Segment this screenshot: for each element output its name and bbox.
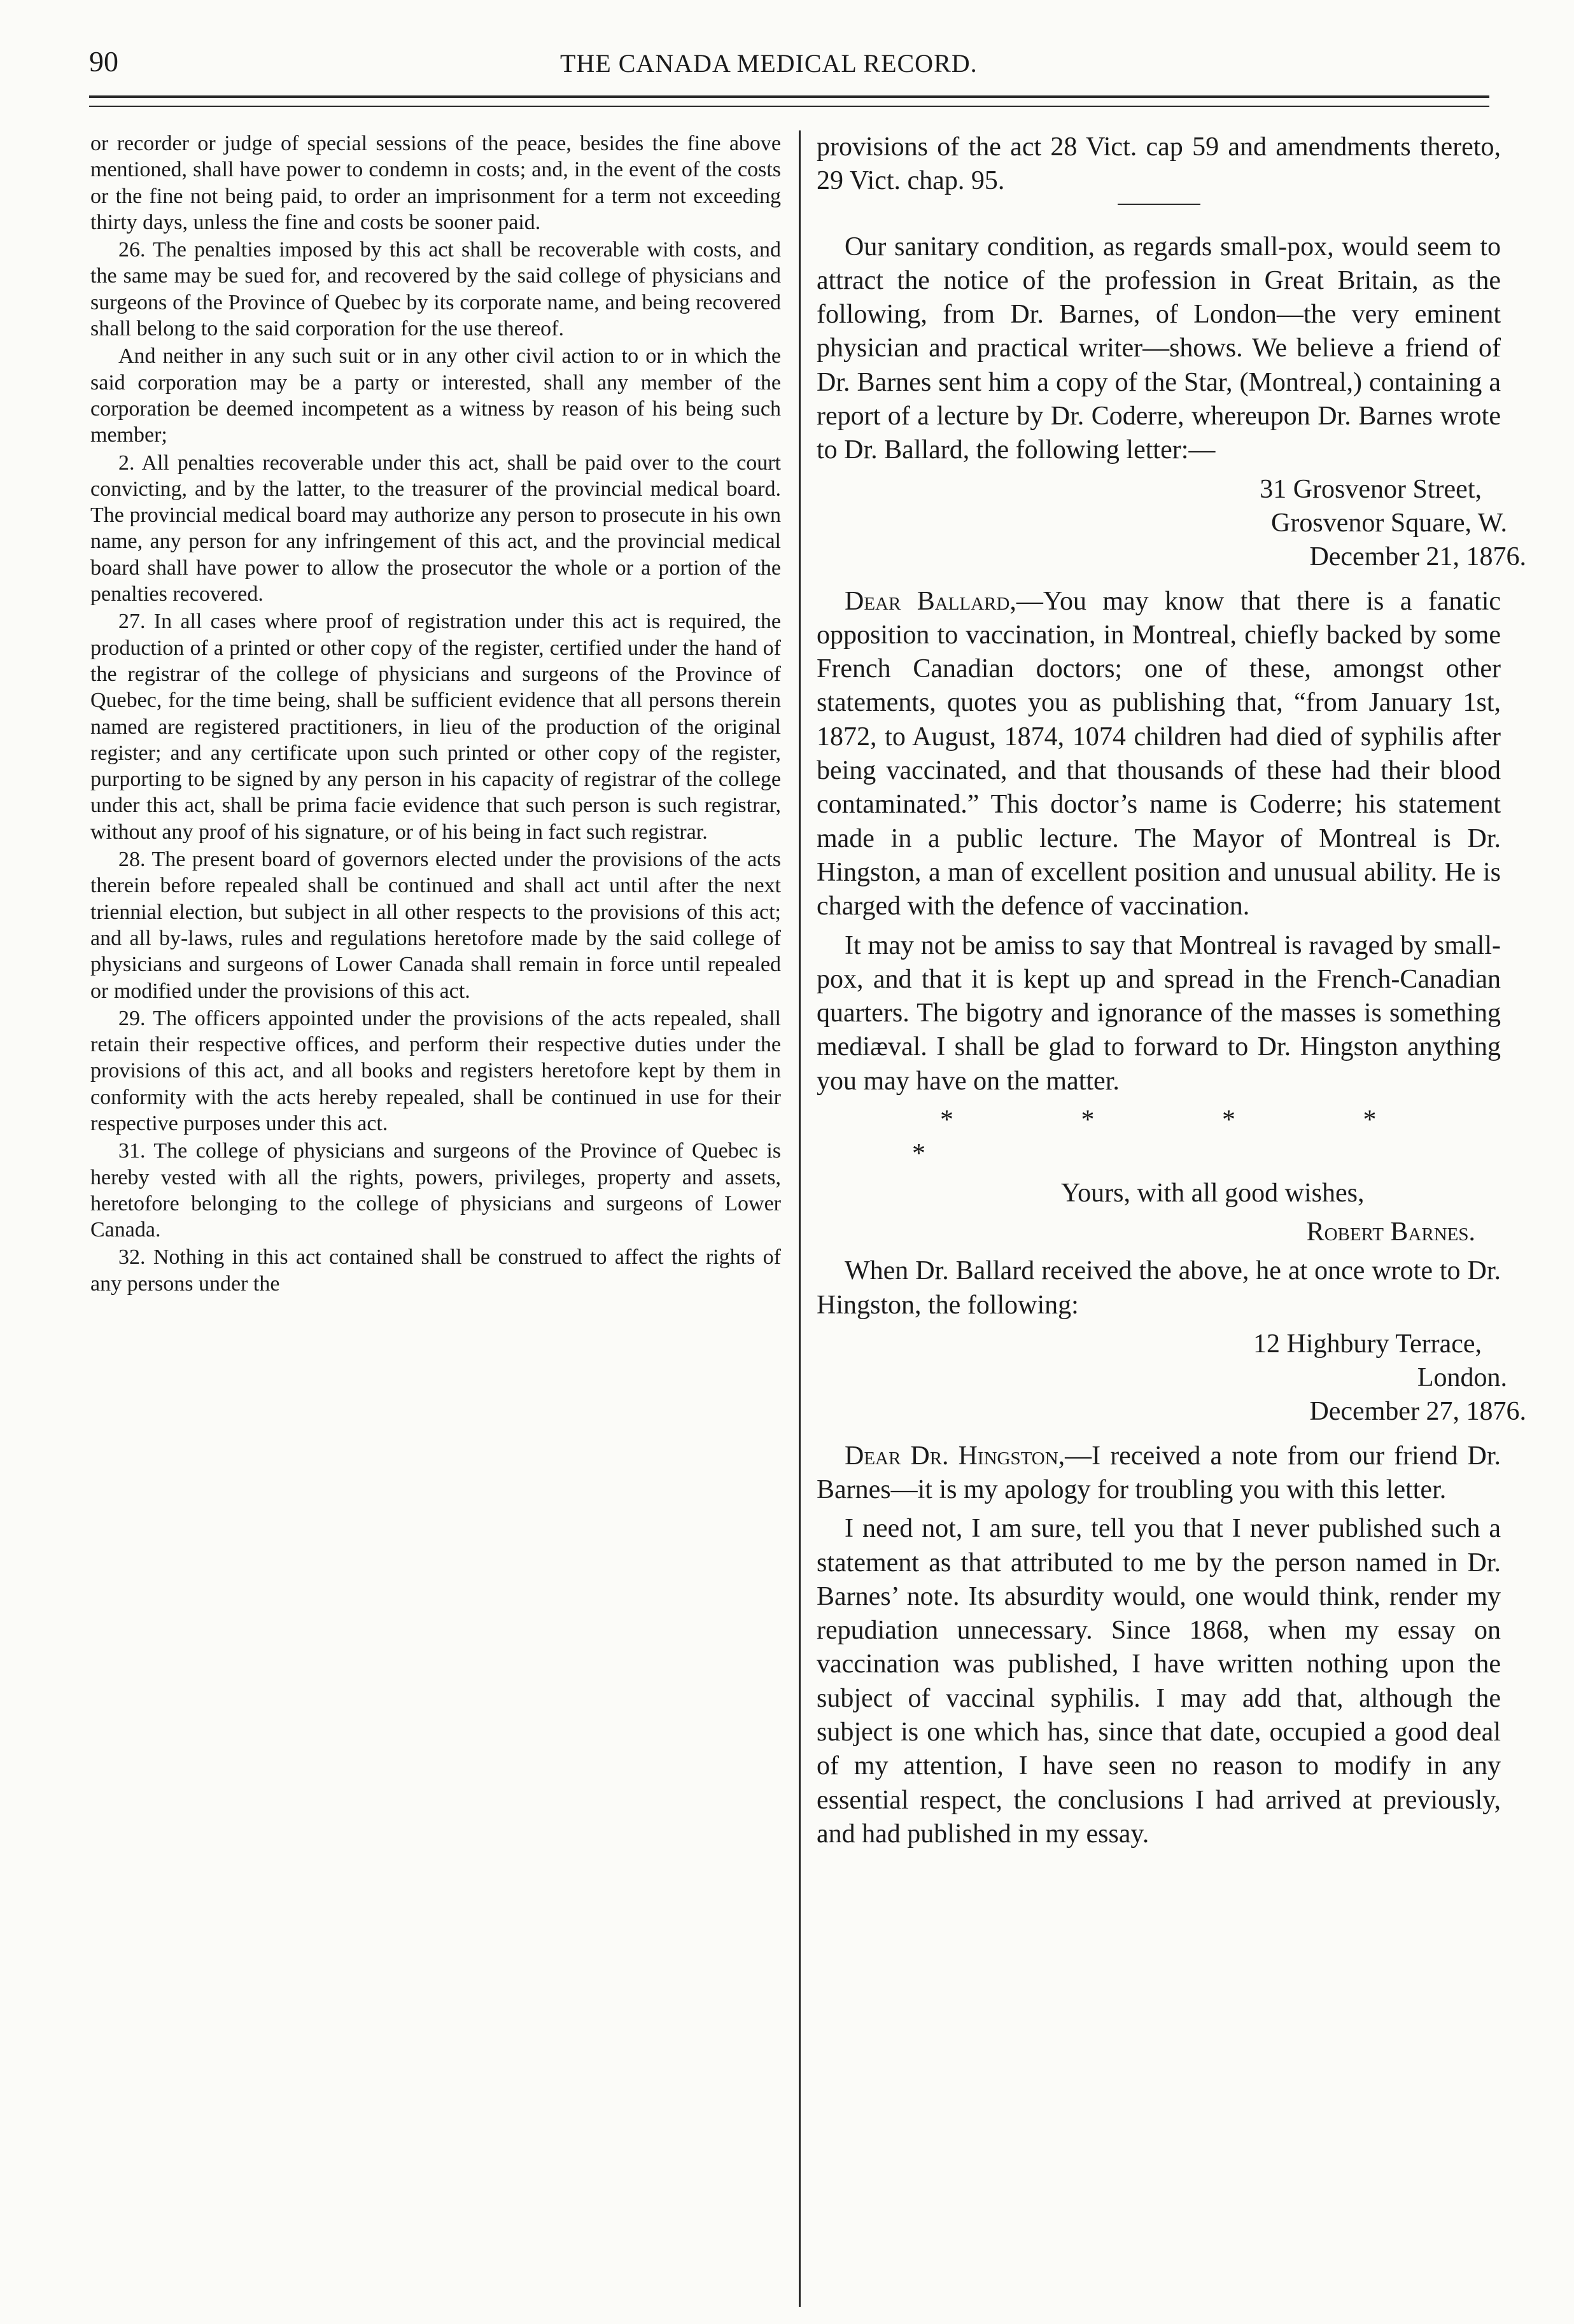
letter1-address-line2: Grosvenor Square, W. [1271, 508, 1507, 538]
paragraph: And neither in any such suit or in any other civil action to or in which the said corporation may be a party or interested, shall any member of the corporation be deemed incompetent as a witness by reason of his being such member; [90, 344, 781, 447]
letter1-body1: —You may know that there is a fanatic opposition to vaccination, in Montreal, chiefly backed by some French Canadian doctors; one of these, amongst other statements, quotes you as publishing that, “from January 1st, 1872, to August, 1874, 1074 children had died of syphilis after being vaccinated, and that thousands of these had their blood contaminated.” This doctor’s name is Coderre; his statement made in a public lecture. The Mayor of Montreal is Dr. Hingston, a man of excellent position and unusual ability. He is charged with the defence of vaccination. [817, 586, 1501, 921]
header-rule-thin [89, 106, 1489, 107]
paragraph-section-2: 2. All penalties recoverable under this act, shall be paid over to the court convicting, and by the latter, to the treasurer of the provincial medical board. The provincial medical board may authorize any person to prosecute in his own name, any person for any infringement of this act, and the provincial medical board shall have power to allow the prosecutor the whole or a portion of the penalties recovered. [90, 451, 781, 606]
column-divider [799, 130, 801, 2307]
letter2-body2: I need not, I am sure, tell you that I never published such a statement as that attributed to me by the person named in Dr. Barnes’ note. Its absurdity would, one would think, render my repudiation unnecessary. Since 1868, when my essay on vaccination was published, I have written nothing upon the subject of vaccinal syphilis. I may add that, although the subject is one which has, since that date, occupied a good deal of my attention, I have seen no reason to modify in any essential respect, the conclusions I had arrived at previously, and had published in my essay. [817, 1514, 1501, 1849]
letter2-address-line1: 12 Highbury Terrace, [1253, 1329, 1482, 1359]
header-rule [89, 95, 1489, 98]
page-number: 90 [89, 45, 118, 78]
paragraph-section-29: 29. The officers appointed under the provisions of the acts repealed, shall retain their respective offices, and perform their respective duties under the provisions of this act, and all books and registers heretofore kept by them in conformity with the acts hereby repealed, shall be continued in use for their respective purposes under this act. [90, 1006, 781, 1135]
letter2-date: December 27, 1876. [1309, 1397, 1526, 1427]
page-header [89, 45, 1489, 95]
paragraph-continuation: provisions of the act 28 Vict. cap 59 and amendments thereto, 29 Vict. chap. 95. [817, 132, 1501, 196]
letter2-paragraph [817, 1439, 1501, 1508]
paragraph: or recorder or judge of special sessions of the peace, besides the fine above mentioned, shall have power to condemn in costs; and, in the event of the costs or the fine not being paid, to order an imprisonment for a term not exceeding thirty days, unless the fine and costs be sooner paid. [90, 132, 781, 234]
running-title: THE CANADA MEDICAL RECORD. [560, 49, 978, 78]
paragraph-bridge: When Dr. Ballard received the above, he at once wrote to Dr. Hingston, the following: [817, 1256, 1501, 1320]
paragraph-section-28: 28. The present board of governors elected under the provisions of the acts therein before repealed shall be continued and shall act until after the next triennial election, but subject in all other respects to the provisions of this act; and all by-laws, rules and regulations heretofore made by the said college of physicians and surgeons of Lower Canada shall remain in force until repealed or modified under the provisions of this act. [90, 848, 781, 1003]
letter2-address-line2: London. [1417, 1363, 1507, 1393]
paragraph-section-32: 32. Nothing in this act contained shall be construed to affect the rights of any persons under the [90, 1245, 781, 1296]
letter1-signature: Robert Barnes. [1306, 1217, 1475, 1247]
letter1-address [817, 473, 1526, 575]
letter2-body1: —I received a note from our friend Dr. Barnes—it is my apology for troubling you with this letter. [817, 1441, 1501, 1504]
letter1-body2: It may not be amiss to say that Montreal is ravaged by small-pox, and that it is kept up and spread in the French-Canadian quarters. The bigotry and ignorance of the masses is something mediæval. I shall be glad to forward to Dr. Hingston anything you may have on the matter. [817, 930, 1501, 1096]
ellipsis-stars: * * * * * [912, 1105, 1437, 1169]
letter1-closing: Yours, with all good wishes, [1061, 1178, 1365, 1208]
letter1-paragraph [817, 585, 1501, 924]
paragraph-intro: Our sanitary condition, as regards small-pox, would seem to attract the notice of the profession in Great Britain, as the following, from Dr. Barnes, of London—the very eminent physician and practical writer—shows. We believe a friend of Dr. Barnes sent him a copy of the Star, (Montreal,) containing a report of a lecture by Dr. Coderre, whereupon Dr. Barnes wrote to Dr. Ballard, the following letter:— [817, 232, 1501, 465]
paragraph-section-31: 31. The college of physicians and surgeons of the Province of Quebec is hereby vested with all the rights, powers, privileges, property and assets, heretofore belonging to the college of physicians and surgeons of Lower Canada. [90, 1139, 781, 1242]
letter1-address-line1: 31 Grosvenor Street, [1260, 474, 1482, 504]
letter2-salutation: Dear Dr. Hingston, [845, 1441, 1065, 1471]
left-column [90, 130, 781, 2320]
section-separator [1118, 204, 1200, 205]
letter2-address [817, 1327, 1526, 1429]
letter1-date: December 21, 1876. [1309, 542, 1526, 572]
letter1-salutation: Dear Ballard, [845, 586, 1016, 616]
right-column [817, 130, 1526, 2320]
paragraph-section-26: 26. The penalties imposed by this act shall be recoverable with costs, and the same may be sued for, and recovered by the said college of physicians and surgeons of the Province of Quebec by its corporate name, and being recovered shall belong to the said corporation for the use thereof. [90, 238, 781, 341]
paragraph-section-27: 27. In all cases where proof of registration under this act is required, the production of a printed or other copy of the register, certified under the hand of the registrar of the college of physicians and surgeons of the Province of Quebec, for the time being, shall be sufficient evidence that all persons therein named are registered practitioners, in lieu of the production of the original register; and any certificate upon such printed or other copy of the register, purporting to be signed by any person in his capacity of registrar of the college under this act, shall be prima facie evidence that such person is such registrar, without any proof of his signature, or of his being in fact such registrar. [90, 610, 781, 844]
